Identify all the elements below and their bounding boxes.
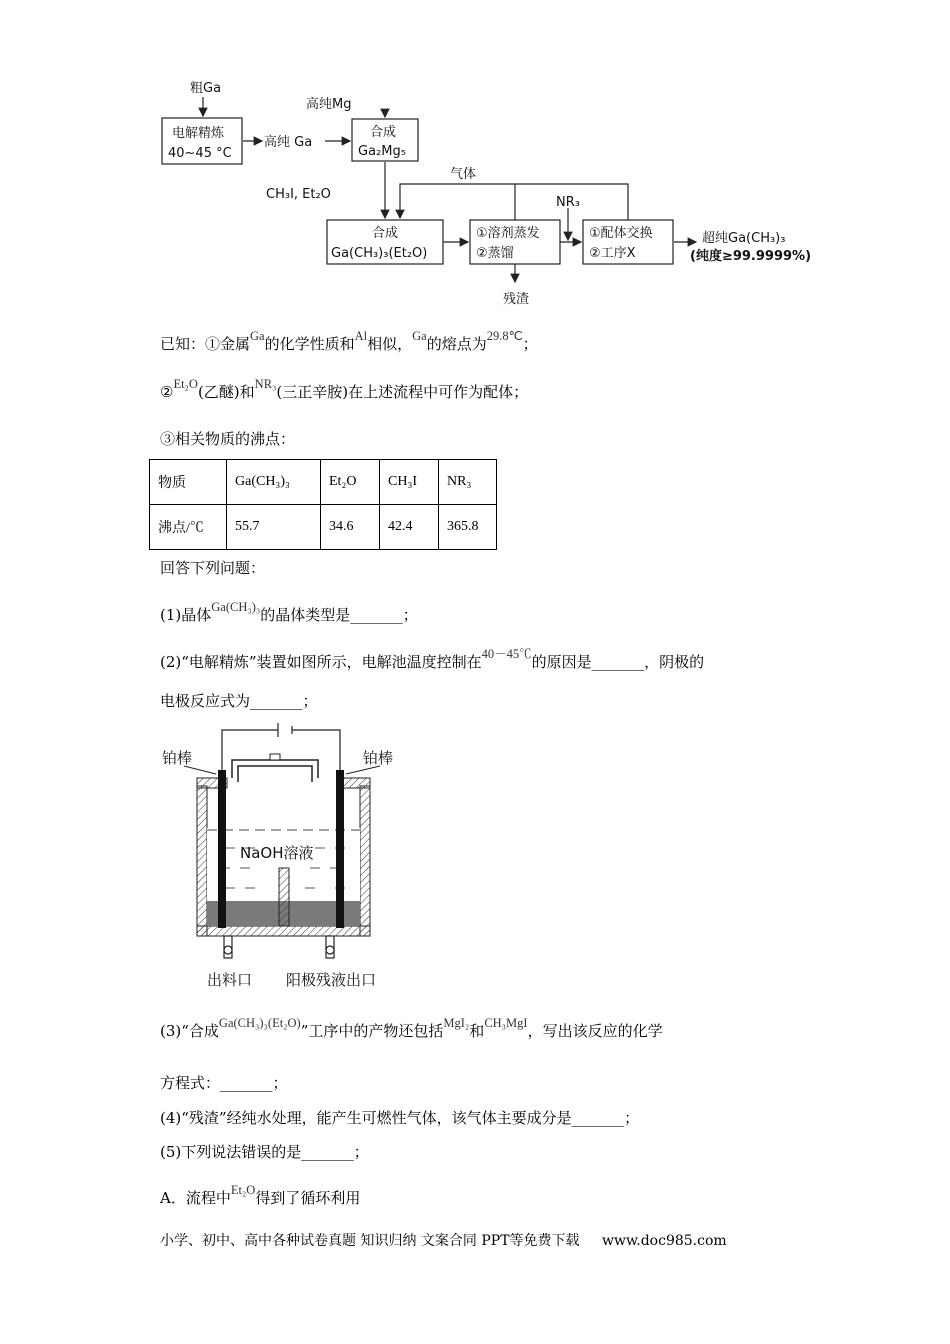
table-cell: 42.4: [380, 505, 439, 550]
evaporation-label-1: ①溶剂蒸发: [476, 226, 540, 241]
q1-formula: Ga(CH₃)₃: [211, 600, 261, 614]
ga-symbol: Ga: [250, 329, 265, 343]
high-purity-ga-label: 高纯 Ga: [264, 135, 313, 150]
known-line-2: [160, 377, 529, 404]
left-electrode: [218, 770, 226, 928]
table-row: [150, 505, 497, 550]
mgi2-formula: MgI₂: [443, 1016, 470, 1030]
known-end: ；: [522, 335, 538, 353]
table-header-cell: 物质: [150, 460, 227, 505]
outlet-right-label: 阳极残液出口: [286, 971, 377, 989]
process-flow-diagram: [0, 0, 950, 330]
question-3: [160, 1016, 663, 1043]
electrolysis-cell-diagram: [150, 718, 420, 998]
question-3-line-2: 方程式：_______；: [160, 1074, 288, 1092]
left-electrode-label: 铂棒: [162, 749, 193, 767]
reagents-label: CH₃I, Et₂O: [266, 187, 331, 202]
table-header-cell: CH₃I: [380, 460, 439, 505]
gas-label: 气体: [450, 167, 477, 182]
right-electrode: [336, 770, 344, 928]
known-line-3: ③相关物质的沸点：: [160, 430, 296, 448]
table-cell: 365.8: [439, 505, 497, 550]
table-header-row: [150, 460, 497, 505]
item2-prefix: ②: [160, 383, 174, 401]
q2-end: 的原因是_______，阴极的: [531, 653, 705, 671]
question-2-line-2: 电极反应式为_______；: [160, 692, 318, 710]
question-4: (4)“残渣”经纯水处理，能产生可燃性气体，该气体主要成分是_______；: [160, 1109, 640, 1127]
electrolysis-label-2: 40~45 °C: [168, 146, 232, 161]
high-purity-mg-label: 高纯Mg: [306, 97, 352, 112]
option-a: [160, 1183, 361, 1210]
synthesis1-label-2: Ga₂Mg₅: [358, 144, 406, 159]
known-line-1: [160, 329, 538, 356]
option-a-prefix: A．流程中: [160, 1189, 231, 1207]
et2o-formula: Et₂O: [173, 377, 198, 391]
ch3mgi-formula: CH₃MgI: [484, 1016, 528, 1030]
synthesis2-label-1: 合成: [372, 226, 399, 241]
table-header-cell: Ga(CH₃)₃: [227, 460, 321, 505]
q1-prefix: (1)晶体: [160, 606, 212, 624]
synthesis1-label-1: 合成: [370, 125, 397, 140]
footer-promo-text: 小学、初中、高中各种试卷真题 知识归纳 文案合同 PPT等免费下载: [160, 1233, 580, 1249]
outlet-left-label: 出料口: [207, 971, 253, 989]
ga-symbol-2: Ga: [412, 329, 427, 343]
table-header-cell: Et₂O: [321, 460, 380, 505]
page-footer: [160, 1230, 727, 1250]
known-prefix: 已知：①金属: [160, 335, 251, 353]
q1-end: 的晶体类型是_______；: [260, 606, 418, 624]
evaporation-label-2: ②蒸馏: [476, 246, 514, 261]
product-label-2: (纯度≥99.9999%): [690, 249, 812, 264]
table-row-label: 沸点/℃: [150, 505, 227, 550]
right-electrode-label: 铂棒: [363, 749, 394, 767]
item2-mid: (乙醚)和: [197, 383, 255, 401]
question-5: (5)下列说法错误的是_______；: [160, 1143, 369, 1161]
q2-temperature: 40－45℃: [481, 647, 532, 661]
nr3-label: NR₃: [556, 195, 580, 210]
melting-point-value: 29.8℃: [486, 329, 523, 343]
option-a-end: 得到了循环利用: [255, 1189, 361, 1207]
footer-website-link[interactable]: www.doc985.com: [601, 1233, 727, 1249]
known-mid1: 的化学性质和: [264, 335, 355, 353]
known-mid2: 相似，: [367, 335, 413, 353]
al-symbol: Al: [354, 329, 368, 343]
electrolysis-label-1: 电解精炼: [172, 126, 225, 141]
ligand-exchange-label-1: ①配体交换: [589, 226, 653, 241]
question-1: [160, 600, 418, 627]
residue-label: 残渣: [503, 292, 530, 307]
synthesis2-label-2: Ga(CH₃)₃(Et₂O): [331, 246, 428, 261]
q3-and: 和: [469, 1022, 485, 1040]
q3-mid: ”工序中的产物还包括: [300, 1022, 444, 1040]
answer-intro: 回答下列问题：: [160, 559, 266, 577]
known-mid3: 的熔点为: [426, 335, 487, 353]
boiling-point-table: [149, 459, 497, 550]
item2-end: (三正辛胺)在上述流程中可作为配体；: [276, 383, 529, 401]
option-a-formula: Et₂O: [230, 1183, 256, 1197]
q3-formula: Ga(CH₃)₃(Et₂O): [218, 1016, 301, 1030]
crude-ga-label: 粗Ga: [190, 81, 222, 96]
ligand-exchange-label-2: ②工序X: [589, 246, 636, 261]
table-cell: 55.7: [227, 505, 321, 550]
q2-prefix: (2)“电解精炼”装置如图所示，电解池温度控制在: [160, 653, 482, 671]
product-label-1: 超纯Ga(CH₃)₃: [702, 231, 786, 246]
table-cell: 34.6: [321, 505, 380, 550]
solution-label: NaOH溶液: [240, 844, 314, 862]
question-2: [160, 647, 705, 674]
nr3-formula: NR₃: [254, 377, 277, 391]
table-header-cell: NR₃: [439, 460, 497, 505]
q3-prefix: (3)“合成: [160, 1022, 219, 1040]
q3-end: ，写出该反应的化学: [527, 1022, 663, 1040]
